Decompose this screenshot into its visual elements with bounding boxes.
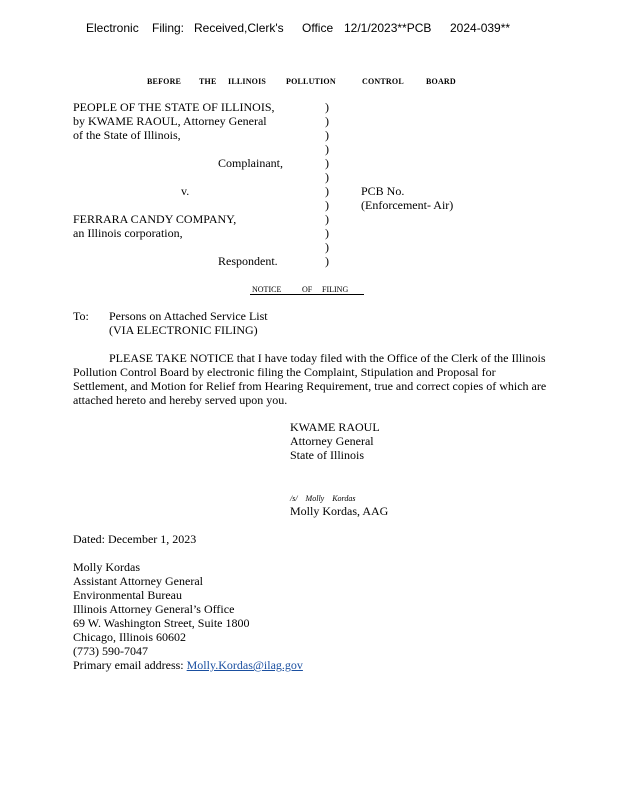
caption-paren: ) bbox=[325, 100, 329, 114]
respondent-label: Respondent. bbox=[218, 254, 278, 268]
contact-bureau: Environmental Bureau bbox=[73, 588, 182, 602]
contact-office: Illinois Attorney General’s Office bbox=[73, 602, 235, 616]
caption-paren: ) bbox=[325, 142, 329, 156]
caption-paren: ) bbox=[325, 114, 329, 128]
contact-email-line bbox=[73, 658, 303, 672]
caption-paren: ) bbox=[325, 184, 329, 198]
caption-paren: ) bbox=[325, 170, 329, 184]
service-list-line: Persons on Attached Service List bbox=[109, 309, 268, 323]
plaintiff-line-3: of the State of Illinois, bbox=[73, 128, 181, 142]
plaintiff-line-2: by KWAME RAOUL, Attorney General bbox=[73, 114, 267, 128]
contact-street: 69 W. Washington Street, Suite 1800 bbox=[73, 616, 250, 630]
signer-name: Molly Kordas, AAG bbox=[290, 504, 389, 518]
paragraph-line-4: attached hereto and hereby served upon you. bbox=[73, 393, 288, 407]
to-label: To: bbox=[73, 309, 89, 323]
defendant-line-1: FERRARA CANDY COMPANY, bbox=[73, 212, 237, 226]
title-word-notice: NOTICE bbox=[252, 285, 282, 294]
pcb-number-label: PCB No. bbox=[361, 184, 405, 198]
caption-paren: ) bbox=[325, 156, 329, 170]
dated-line: Dated: December 1, 2023 bbox=[73, 532, 197, 546]
header-received: Received,Clerk's bbox=[194, 21, 284, 35]
attorney-general-title: Attorney General bbox=[290, 434, 374, 448]
header-filing: Filing: bbox=[152, 21, 185, 35]
electronic-signature: /s/ Molly Kordas bbox=[290, 494, 356, 503]
email-link[interactable]: Molly.Kordas@ilag.gov bbox=[186, 658, 303, 672]
caption-paren: ) bbox=[325, 226, 329, 240]
board-word-board: BOARD bbox=[426, 77, 456, 86]
attorney-general-name: KWAME RAOUL bbox=[290, 420, 380, 434]
paragraph-line-3: Settlement, and Motion for Relief from Hearing Requirement, true and correct copies of which are bbox=[73, 379, 547, 393]
electronic-filing-line: (VIA ELECTRONIC FILING) bbox=[109, 323, 258, 337]
state-label: State of Illinois bbox=[290, 448, 364, 462]
defendant-line-2: an Illinois corporation, bbox=[73, 226, 183, 240]
title-word-filing: FILING bbox=[322, 285, 349, 294]
email-label: Primary email address: bbox=[73, 658, 187, 672]
contact-phone: (773) 590-7047 bbox=[73, 644, 148, 658]
header-electronic: Electronic bbox=[86, 21, 139, 35]
contact-name: Molly Kordas bbox=[73, 560, 140, 574]
title-word-of: OF bbox=[302, 285, 313, 294]
contact-city: Chicago, Illinois 60602 bbox=[73, 630, 186, 644]
header-office: Office bbox=[302, 21, 334, 35]
board-word-before: BEFORE bbox=[147, 77, 182, 86]
board-word-the: THE bbox=[199, 77, 217, 86]
caption-paren: ) bbox=[325, 198, 329, 212]
paragraph-line-2: Pollution Control Board by electronic filing the Complaint, Stipulation and Proposal for bbox=[73, 365, 496, 379]
board-word-pollution: POLLUTION bbox=[286, 77, 336, 86]
caption-paren: ) bbox=[325, 254, 329, 268]
board-word-control: CONTROL bbox=[362, 77, 404, 86]
enforcement-label: (Enforcement- Air) bbox=[361, 198, 454, 212]
caption-paren: ) bbox=[325, 240, 329, 254]
header-case-number: 2024-039** bbox=[450, 21, 511, 35]
caption-paren: ) bbox=[325, 212, 329, 226]
versus-label: v. bbox=[181, 184, 190, 198]
paragraph-line-1: PLEASE TAKE NOTICE that I have today filed with the Office of the Clerk of the Illinois bbox=[109, 351, 546, 365]
contact-title: Assistant Attorney General bbox=[73, 574, 203, 588]
title-underline bbox=[250, 294, 364, 295]
plaintiff-line-1: PEOPLE OF THE STATE OF ILLINOIS, bbox=[73, 100, 275, 114]
board-word-illinois: ILLINOIS bbox=[228, 77, 267, 86]
header-date: 12/1/2023**PCB bbox=[344, 21, 432, 35]
complainant-label: Complainant, bbox=[218, 156, 283, 170]
caption-paren: ) bbox=[325, 128, 329, 142]
